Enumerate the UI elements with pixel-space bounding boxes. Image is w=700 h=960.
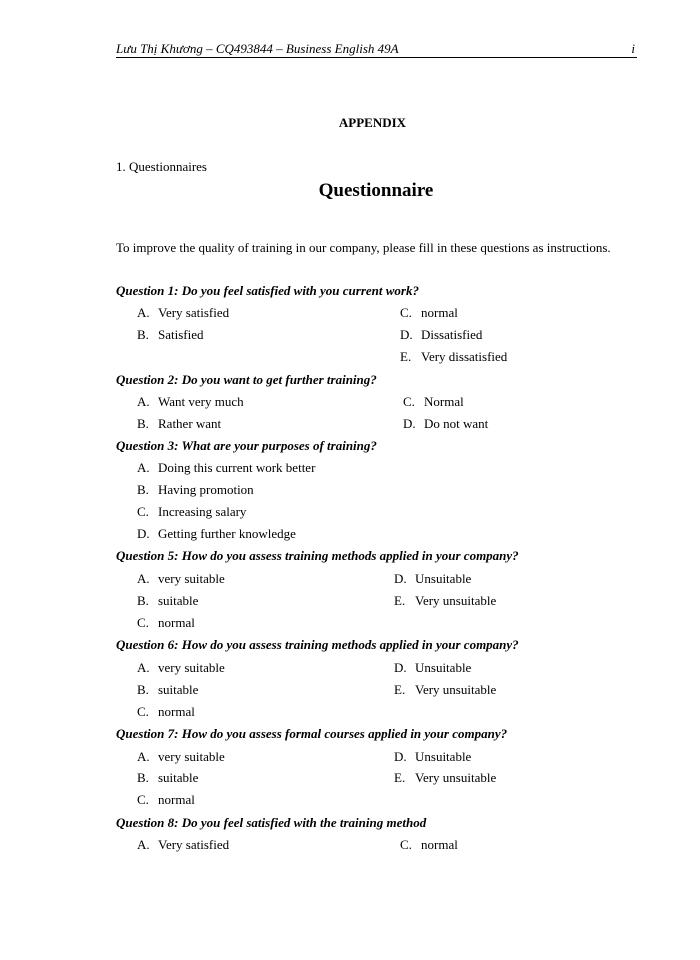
question-1: Question 1: Do you feel satisfied with you current work? [116, 283, 419, 298]
option [403, 416, 488, 432]
option-letter: C. [137, 504, 149, 519]
option-letter: D. [403, 416, 416, 431]
option [137, 792, 195, 808]
option-letter: B. [137, 682, 149, 697]
option-letter: E. [394, 770, 406, 785]
option [137, 615, 195, 631]
option [137, 394, 244, 410]
option-label: Very satisfied [158, 305, 230, 320]
option-label: suitable [158, 593, 199, 608]
option [394, 770, 496, 786]
option-letter: A. [137, 305, 150, 320]
option-label: Getting further knowledge [158, 526, 296, 541]
option-letter: E. [400, 349, 412, 364]
option [137, 504, 246, 520]
option-letter: C. [400, 305, 412, 320]
option-letter: C. [400, 837, 412, 852]
option [137, 305, 229, 321]
option [400, 837, 458, 853]
option [403, 394, 464, 410]
option [400, 305, 458, 321]
option [137, 837, 229, 853]
option-letter: D. [394, 571, 407, 586]
option [137, 749, 225, 765]
option-label: Rather want [158, 416, 222, 431]
option-letter: D. [394, 660, 407, 675]
option-label: normal [421, 837, 458, 852]
option-label: Increasing salary [158, 504, 247, 519]
option [400, 349, 507, 365]
option-label: Very unsuitable [415, 682, 497, 697]
option [394, 571, 471, 587]
option-label: very suitable [158, 660, 225, 675]
option-label: normal [158, 704, 195, 719]
option-label: Very dissatisfied [421, 349, 508, 364]
option-label: suitable [158, 770, 199, 785]
option-letter: A. [137, 837, 150, 852]
option-label: very suitable [158, 571, 225, 586]
option-label: normal [158, 615, 195, 630]
option-letter: C. [137, 615, 149, 630]
question-8: Question 8: Do you feel satisfied with the training method [116, 815, 427, 830]
option-letter: A. [137, 749, 150, 764]
option [394, 660, 471, 676]
option-letter: D. [137, 526, 150, 541]
option [137, 327, 204, 343]
option-letter: D. [400, 327, 413, 342]
option-label: Normal [424, 394, 464, 409]
option-letter: C. [403, 394, 415, 409]
option-letter: B. [137, 482, 149, 497]
option-letter: B. [137, 593, 149, 608]
option [394, 749, 471, 765]
option-label: Want very much [158, 394, 244, 409]
option-label: normal [421, 305, 458, 320]
option [137, 770, 198, 786]
option [137, 460, 315, 476]
header-author-course: Lưu Thị Khương – CQ493844 – Business English 49A [116, 41, 399, 56]
option [137, 482, 254, 498]
option-letter: E. [394, 593, 406, 608]
option-label: very suitable [158, 749, 225, 764]
option [394, 682, 496, 698]
option [137, 416, 221, 432]
option-letter: B. [137, 416, 149, 431]
page-title: Questionnaire [318, 180, 434, 201]
option [400, 327, 482, 343]
option [394, 593, 496, 609]
option-letter: B. [137, 770, 149, 785]
option-label: Very unsuitable [415, 593, 497, 608]
option-label: Unsuitable [415, 660, 472, 675]
option-label: normal [158, 792, 195, 807]
option [137, 704, 195, 720]
option-label: Satisfied [158, 327, 204, 342]
option-letter: B. [137, 327, 149, 342]
option [137, 682, 198, 698]
option-label: Having promotion [158, 482, 254, 497]
option [137, 526, 296, 542]
section-label: 1. Questionnaires [116, 159, 207, 174]
option [137, 571, 225, 587]
option-letter: C. [137, 792, 149, 807]
option-letter: E. [394, 682, 406, 697]
option-letter: A. [137, 394, 150, 409]
option-letter: A. [137, 660, 150, 675]
option-letter: D. [394, 749, 407, 764]
option-letter: A. [137, 571, 150, 586]
option-letter: C. [137, 704, 149, 719]
option-label: Dissatisfied [421, 327, 483, 342]
option-label: Unsuitable [415, 749, 472, 764]
option-label: Doing this current work better [158, 460, 316, 475]
question-7: Question 7: How do you assess formal courses applied in your company? [116, 726, 508, 741]
question-6: Question 6: How do you assess training methods applied in your company? [116, 637, 519, 652]
question-3: Question 3: What are your purposes of training? [116, 438, 377, 453]
option-label: Do not want [424, 416, 489, 431]
option [137, 660, 225, 676]
option-label: Very satisfied [158, 837, 230, 852]
option-letter: A. [137, 460, 150, 475]
question-2: Question 2: Do you want to get further training? [116, 372, 377, 387]
option-label: Very unsuitable [415, 770, 497, 785]
option-label: suitable [158, 682, 199, 697]
option-label: Unsuitable [415, 571, 472, 586]
option [137, 593, 198, 609]
question-5: Question 5: How do you assess training methods applied in your company? [116, 548, 519, 563]
page-number: i [631, 41, 635, 56]
appendix-heading: APPENDIX [338, 115, 407, 130]
page-header [116, 40, 637, 58]
intro-paragraph: To improve the quality of training in our company, please fill in these questions as instructions. [116, 240, 611, 255]
